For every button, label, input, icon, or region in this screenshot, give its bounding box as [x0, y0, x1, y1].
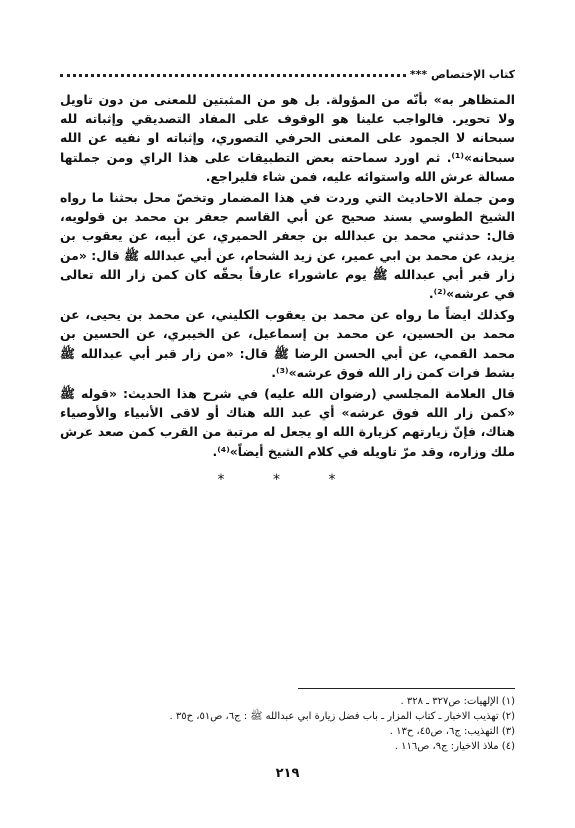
page-number: ٢١٩ [275, 766, 300, 781]
paragraph: المتظاهر به» بأنّه من المؤولة. بل هو من المثبتين للمعنى من دون تاويل ولا تحوير. فالواجب علينا هو الوقوف على المفاد التصديقي وإثباته لله سبحانه لا الجمود على المعنى الحرفي التصوري، وإثباته او نفيه عن الله سبحانه»⁽¹⁾. ثم اورد سماحته بعض التطبيقات على هذا الراي ومن جملتها مسالة عرش الله واستوائه عليه، فمن شاء فليراجع. [60, 92, 515, 184]
footnote: (٣) التهذيب: ج٦، ص٤٥، ح١٣ . [389, 726, 515, 737]
section-separator: * * * [217, 472, 358, 488]
footnote: (٢) تهذيب الاخبار ـ كتاب المزار ـ باب فضل زيارة ابي عبدالله ﷺ : ج٦، ص٥١، ح٣٥ . [169, 711, 515, 722]
main-text [60, 90, 515, 461]
paragraph: وكذلك ايضاً ما رواه عن محمد بن يعقوب الكليني، عن محمد بن يحيى، عن محمد بن الحسين، عن محمد بن إسماعيل، عن الخيبري، عن الحسين بن محمد القمي، عن أبي الحسن الرضا ﷺ قال: «من زار قبر أبي عبدالله ﷺ بشط فرات كمن زار الله فوق عرشه»⁽³⁾. [60, 307, 515, 380]
footnotes [60, 694, 515, 754]
footnote-rule [298, 688, 515, 689]
paragraph: قال العلامة المجلسي (رضوان الله عليه) في شرح هذا الحديث: «قوله ﷺ «كمن زار الله فوق عرشه» أي عبد الله هناك أو لاقى الأنبياء والأوصياء هناك، فإنّ زيارتهم كزيارة الله او يجعل له مرتبة من القرب كمن صعد عرش ملك وزاره، وقد مرّ تاويله في كلام الشيخ أيضاً»⁽⁴⁾. [60, 386, 515, 459]
footnote: (٤) ملاذ الاخيار: ج٩، ص١١٦ . [394, 741, 515, 752]
running-header-title: كتاب الإختصاص *** [409, 67, 515, 81]
header-dotted-rule [60, 74, 406, 77]
footnote: (١) الإلهيات: ص٣٢٧ ـ ٣٢٨ . [400, 696, 515, 707]
paragraph: ومن جملة الاحاديث التي وردت في هذا المضمار وتخصّ محل بحثنا ما رواه الشيخ الطوسي بسند صحيح عن أبي القاسم جعفر بن محمد بن قولويه، قال: حدثني محمد بن عبدالله بن جعفر الحميري، عن أبيه، عن يعقوب بن يزيد، عن محمد بن ابي عمير، عن زيد الشحام، عن أبي عبدالله ﷺ قال: «من زار قبر أبي عبدالله ﷺ يوم عاشوراء عارفاً بحقّه كان كمن زار الله تعالى في عرشه»⁽²⁾. [60, 190, 515, 302]
running-header [60, 66, 515, 82]
